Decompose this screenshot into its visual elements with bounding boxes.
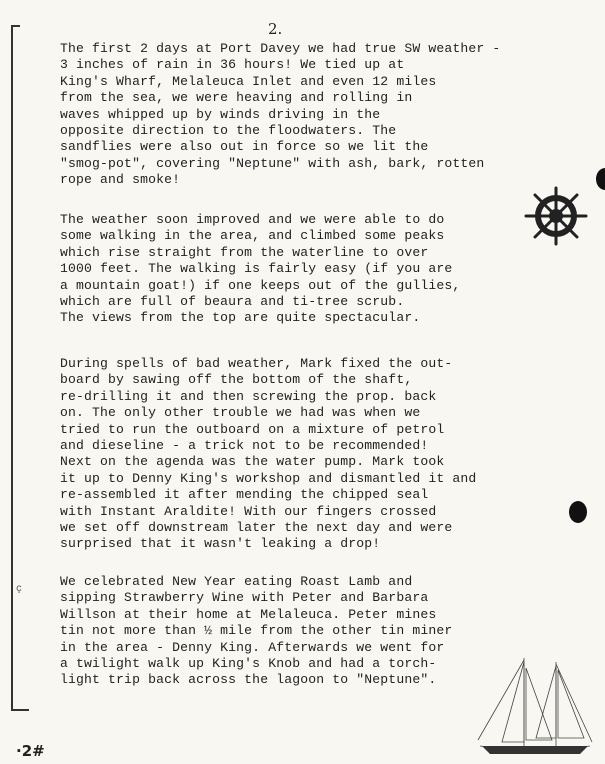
punch-hole-top xyxy=(596,168,605,190)
paragraph-port-davey-weather: The first 2 days at Port Davey we had true SW weather - 3 inches of rain in 36 hours! We tied up at King's Wharf, Melaleuca Inlet and even 12 miles from the sea, we were heaving and rolling in waves whipped up by winds driving in the opposite direction to the floodwaters. The sandflies were also out in force so we lit the "smog-pot", covering "Neptune" with ash, bark, rotten rope and smoke! xyxy=(60,41,501,188)
stray-margin-mark: ç xyxy=(16,584,23,595)
paragraph-repairs: During spells of bad weather, Mark fixed the out- board by sawing off the bottom of the shaft, re-drilling it and then screwing the prop. back on. The only other trouble we had was when we tried to run the outboard on a mixture of petrol and dieseline - a trick not to be recommended! Next on the agenda was the water pump. Mark took it up to Denny King's workshop and dismantled it and re-assembled it after mending the chipped seal with Instant Araldite! With our fingers crossed we set off downstream later the next day and were surprised that it wasn't leaking a drop! xyxy=(60,356,477,552)
paragraph-walking: The weather soon improved and we were able to do some walking in the area, and climbed some peaks which rise straight from the waterline to over 1000 feet. The walking is fairly easy (if you are a mountain goat!) if one keeps out of the gullies, which are full of beaura and ti-tree scrub. The views from the top are quite spectacular. xyxy=(60,212,461,326)
footer-mark: ·2# xyxy=(16,742,45,760)
punch-hole-bottom xyxy=(569,501,587,523)
margin-bracket-line xyxy=(11,25,13,710)
schooner-sketch-icon xyxy=(472,654,597,762)
ships-wheel-icon xyxy=(518,186,594,246)
margin-bracket-bottom xyxy=(11,709,29,711)
page-number: 2. xyxy=(268,20,283,38)
paragraph-new-year: We celebrated New Year eating Roast Lamb and sipping Strawberry Wine with Peter and Barbara Willson at their home at Melaleuca. Peter mines tin not more than ½ mile from the other tin miner in the area - Denny King. Afterwards we went for a twilight walk up King's Knob and had a torch- light trip back across the lagoon to "Neptune". xyxy=(60,574,453,688)
margin-bracket-top xyxy=(11,25,20,27)
